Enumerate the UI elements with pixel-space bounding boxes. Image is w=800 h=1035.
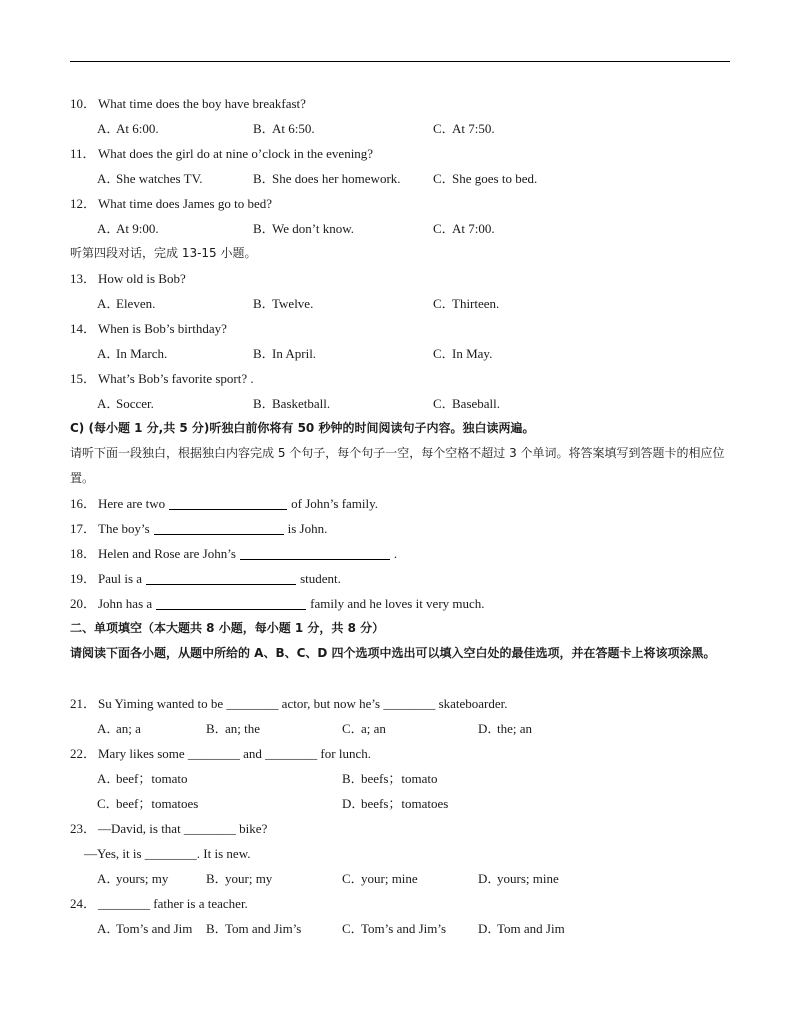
question-13-text: How old is Bob? — [98, 271, 186, 286]
question-21-options — [70, 716, 730, 741]
option-c[interactable]: C．a; an — [342, 721, 386, 736]
option-b[interactable]: B．Tom and Jim’s — [206, 921, 302, 936]
option-a[interactable]: A．At 6:00. — [97, 121, 159, 136]
option-a[interactable]: A．Eleven. — [97, 296, 156, 311]
question-18: 18． Helen and Rose are John’s . — [70, 546, 398, 561]
question-13: 13． How old is Bob? — [70, 271, 186, 286]
question-24: 24． ________ father is a teacher. — [70, 896, 248, 911]
question-10-text: What time does the boy have breakfast? — [98, 96, 306, 111]
option-c[interactable]: C．At 7:00. — [433, 221, 495, 236]
option-a[interactable]: A．At 9:00. — [97, 221, 159, 236]
option-a[interactable]: A．yours; my — [97, 871, 169, 886]
part-2-title: 二、单项填空（本大题共 8 小题，每小题 1 分，共 8 分） — [70, 621, 385, 635]
option-b[interactable]: B．an; the — [206, 721, 261, 736]
option-a[interactable]: A．In March. — [97, 346, 168, 361]
question-23-text-2: —Yes, it is ________. It is new. — [84, 846, 251, 861]
option-b[interactable]: B．your; my — [206, 871, 273, 886]
answer-blank[interactable] — [146, 570, 296, 585]
option-d[interactable]: D．yours; mine — [478, 871, 559, 886]
question-22: 22． Mary likes some ________ and ________ for lunch. — [70, 746, 371, 761]
option-d[interactable]: D．Tom and Jim — [478, 921, 565, 936]
question-14-text: When is Bob’s birthday? — [98, 321, 227, 336]
option-c[interactable]: C．At 7:50. — [433, 121, 495, 136]
question-23-text: —David, is that ________ bike? — [98, 821, 268, 836]
question-22-options-row-1 — [70, 766, 730, 791]
question-10-options — [70, 116, 730, 141]
question-21: 21． Su Yiming wanted to be ________ actor, but now he’s ________ skateboarder. — [70, 696, 508, 711]
question-12-text: What time does James go to bed? — [98, 196, 273, 211]
section-4-intro: 听第四段对话，完成 13-15 小题。 — [70, 246, 257, 260]
option-a[interactable]: A．beef；tomato — [97, 771, 188, 786]
option-c[interactable]: C．She goes to bed. — [433, 171, 538, 186]
question-14: 14． When is Bob’s birthday? — [70, 321, 227, 336]
part-2-instruction: 请阅读下面各小题，从题中所给的 A、B、C、D 四个选项中选出可以填入空白处的最佳选项，并在答题卡上将该项涂黑。 — [70, 646, 716, 660]
question-16: 16． Here are two of John’s family. — [70, 496, 379, 511]
question-15-text: What’s Bob’s favorite sport? . — [98, 371, 254, 386]
answer-blank[interactable] — [156, 595, 306, 610]
option-b[interactable]: B．She does her homework. — [253, 171, 401, 186]
question-24-options — [70, 916, 730, 941]
question-13-options — [70, 291, 730, 316]
option-d[interactable]: D．beefs；tomatoes — [342, 796, 449, 811]
question-10: 10． What time does the boy have breakfast? — [70, 96, 306, 111]
option-b[interactable]: B．Twelve. — [253, 296, 314, 311]
option-a[interactable]: A．an; a — [97, 721, 141, 736]
option-c[interactable]: C．Baseball. — [433, 396, 501, 411]
option-c[interactable]: C．your; mine — [342, 871, 418, 886]
question-12: 12． What time does James go to bed? — [70, 196, 273, 211]
exam-page — [70, 91, 730, 941]
question-11-text: What does the girl do at nine o’clock in the evening? — [98, 146, 374, 161]
option-a[interactable]: A．Soccer. — [97, 396, 154, 411]
question-22-text: Mary likes some ________ and ________ for lunch. — [98, 746, 371, 761]
option-b[interactable]: B．At 6:50. — [253, 121, 315, 136]
option-a[interactable]: A．Tom’s and Jim — [97, 921, 193, 936]
question-15: 15． What’s Bob’s favorite sport? . — [70, 371, 254, 386]
question-21-text: Su Yiming wanted to be ________ actor, but now he’s ________ skateboarder. — [98, 696, 508, 711]
answer-blank[interactable] — [169, 495, 287, 510]
question-24-text: ________ father is a teacher. — [98, 896, 248, 911]
option-c[interactable]: C．In May. — [433, 346, 493, 361]
option-c[interactable]: C．beef；tomatoes — [97, 796, 199, 811]
question-22-options-row-2 — [70, 791, 730, 816]
option-c[interactable]: C．Tom’s and Jim’s — [342, 921, 447, 936]
option-d[interactable]: D．the; an — [478, 721, 533, 736]
question-11: 11． What does the girl do at nine o’clock in the evening? — [70, 146, 374, 161]
option-b[interactable]: B．We don’t know. — [253, 221, 354, 236]
question-23: 23． —David, is that ________ bike? — [70, 821, 268, 836]
section-c-title: C) (每小题 1 分,共 5 分)听独白前你将有 50 秒钟的时间阅读句子内容。独白读两遍。 — [70, 421, 535, 435]
question-11-options — [70, 166, 730, 191]
question-19: 19． Paul is a student. — [70, 571, 341, 586]
question-12-options — [70, 216, 730, 241]
question-15-options — [70, 391, 730, 416]
question-20: 20． John has a family and he loves it very much. — [70, 596, 485, 611]
question-23-options — [70, 866, 730, 891]
header-rule — [70, 61, 730, 62]
section-c-instruction: 请听下面一段独白，根据独白内容完成 5 个句子，每个句子一空，每个空格不超过 3 个单词。将答案填写到答题卡的相应位置。 — [70, 446, 725, 485]
option-b[interactable]: B．In April. — [253, 346, 317, 361]
question-17: 17． The boy’s is John. — [70, 521, 328, 536]
answer-blank[interactable] — [154, 520, 284, 535]
option-b[interactable]: B．beefs；tomato — [342, 771, 438, 786]
answer-blank[interactable] — [240, 545, 390, 560]
question-14-options — [70, 341, 730, 366]
option-c[interactable]: C．Thirteen. — [433, 296, 500, 311]
option-a[interactable]: A．She watches TV. — [97, 171, 203, 186]
option-b[interactable]: B．Basketball. — [253, 396, 331, 411]
